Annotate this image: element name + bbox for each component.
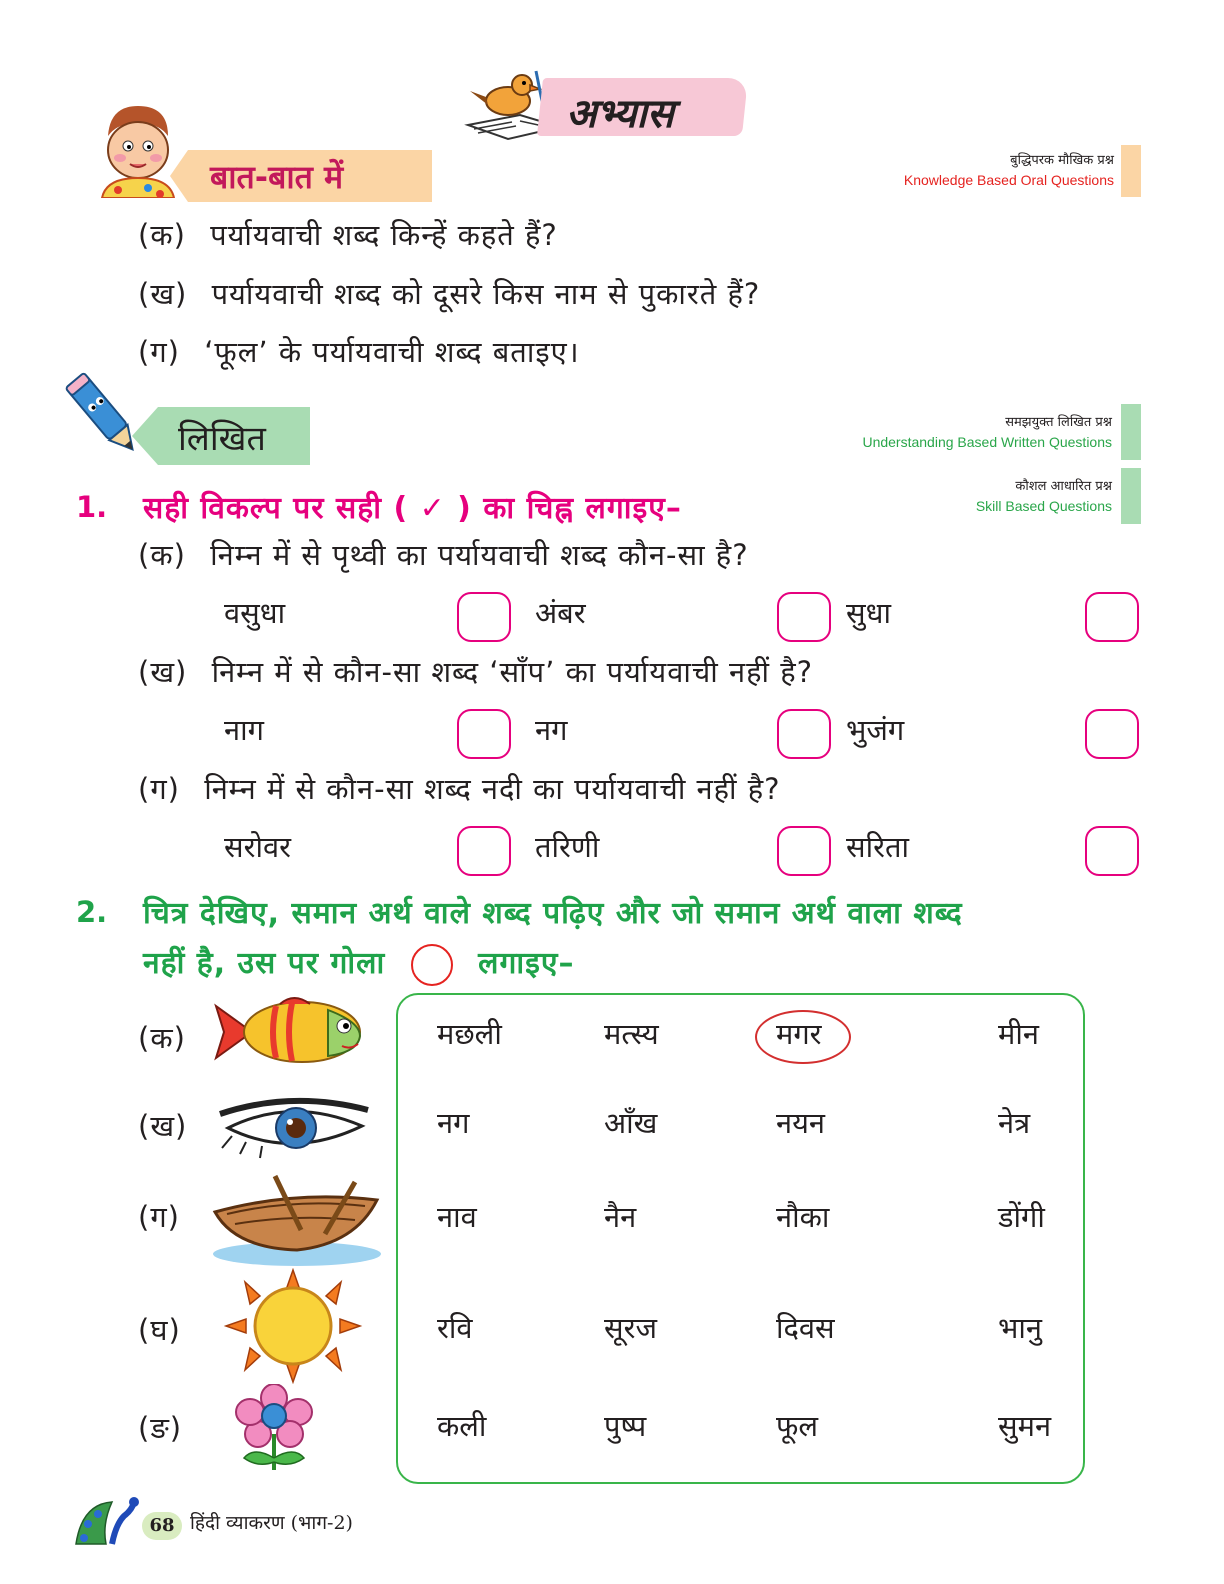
q1-number: 1.	[76, 490, 108, 524]
q2d-word-4[interactable]: भानु	[998, 1311, 1042, 1345]
q1b-option-2: नग	[535, 713, 568, 747]
boat-icon	[205, 1170, 385, 1270]
oral-q1-text: पर्यायवाची शब्द किन्हें कहते हैं?	[210, 218, 558, 252]
fish-icon	[210, 992, 370, 1072]
oral-q3	[138, 332, 580, 371]
oral-q3-text: ‘फूल’ के पर्यायवाची शब्द बताइए।	[204, 335, 580, 369]
q1c-checkbox-3[interactable]	[1085, 826, 1139, 876]
q2e-word-4[interactable]: सुमन	[998, 1409, 1052, 1443]
q2d-word-1[interactable]: रवि	[437, 1311, 473, 1345]
q1a-question	[138, 535, 749, 574]
q1c-option-1: सरोवर	[224, 830, 291, 864]
q1b-question	[138, 652, 813, 691]
q1b-checkbox-2[interactable]	[777, 709, 831, 759]
oral-q2	[138, 274, 760, 313]
q1a-option-3: सुधा	[846, 596, 891, 630]
word-grid	[396, 993, 1085, 1484]
written-side-label-1	[862, 412, 1112, 450]
q2a-mark: (क)	[138, 1021, 186, 1055]
written-label-bar-2	[1121, 468, 1141, 524]
written-section-tag: लिखित	[178, 419, 266, 459]
q2a-word-3[interactable]: मगर	[776, 1017, 822, 1051]
oral-side-label	[904, 150, 1114, 188]
sun-icon	[218, 1268, 368, 1384]
flower-icon	[224, 1384, 324, 1474]
q1b-option-3: भुजंग	[846, 713, 905, 747]
oral-label-bar	[1121, 145, 1141, 197]
q2-heading-line2a: नहीं है, उस पर गोला	[143, 946, 386, 981]
peacock-icon	[72, 1494, 142, 1550]
book-title: हिंदी व्याकरण (भाग-2)	[190, 1512, 353, 1534]
q2e-word-3[interactable]: फूल	[776, 1409, 819, 1443]
q1c-question	[138, 769, 781, 808]
q1b-checkbox-1[interactable]	[457, 709, 511, 759]
q2a-word-4[interactable]: मीन	[998, 1017, 1039, 1051]
q2b-word-3[interactable]: नयन	[776, 1106, 826, 1140]
q1a-checkbox-1[interactable]	[457, 592, 511, 642]
q1a-checkbox-3[interactable]	[1085, 592, 1139, 642]
q2b-word-1[interactable]: नग	[437, 1106, 470, 1140]
q2-number: 2.	[76, 895, 108, 929]
q1a-text: निम्न में से पृथ्वी का पर्यायवाची शब्द कौन-सा है?	[210, 538, 749, 572]
q1b-option-1: नाग	[224, 713, 264, 747]
oral-q1-mark: (क)	[138, 218, 186, 252]
oral-q2-text: पर्यायवाची शब्द को दूसरे किस नाम से पुकारते हैं?	[211, 277, 761, 311]
q1a-checkbox-2[interactable]	[777, 592, 831, 642]
written-side-label-2	[976, 476, 1112, 514]
q2d-word-3[interactable]: दिवस	[776, 1311, 835, 1345]
q2c-word-4[interactable]: डोंगी	[998, 1200, 1045, 1234]
oral-section-tag: बात-बात में	[210, 158, 344, 196]
written-label-bar-1	[1121, 404, 1141, 460]
q2-heading-line2	[143, 941, 575, 986]
oral-label-en: Knowledge Based Oral Questions	[903, 172, 1114, 188]
q2e-mark: (ङ)	[138, 1411, 183, 1445]
q2b-word-2[interactable]: आँख	[604, 1106, 658, 1140]
q2d-word-2[interactable]: सूरज	[604, 1311, 657, 1345]
eye-icon	[212, 1096, 372, 1160]
q2-heading-line2b: लगाइए–	[478, 946, 575, 981]
q2c-word-2[interactable]: नैन	[604, 1200, 637, 1234]
q1c-checkbox-2[interactable]	[777, 826, 831, 876]
q2c-word-3[interactable]: नौका	[776, 1200, 830, 1234]
q1a-option-2: अंबर	[535, 596, 586, 630]
q2b-word-4[interactable]: नेत्र	[998, 1106, 1031, 1140]
q1c-option-2: तरिणी	[535, 830, 600, 864]
q2e-word-2[interactable]: पुष्प	[604, 1409, 647, 1443]
written-label2-hi: कौशल आधारित प्रश्न	[1015, 479, 1112, 494]
oral-label-hi: बुद्धिपरक मौखिक प्रश्न	[1010, 153, 1114, 168]
q1c-mark: (ग)	[138, 772, 180, 806]
oral-q2-mark: (ख)	[138, 277, 188, 311]
q2c-word-1[interactable]: नाव	[437, 1200, 477, 1234]
q2d-mark: (घ)	[138, 1313, 181, 1347]
written-label1-hi: समझयुक्त लिखित प्रश्न	[1005, 415, 1112, 430]
q1c-checkbox-1[interactable]	[457, 826, 511, 876]
q1b-text: निम्न में से कौन-सा शब्द ‘साँप’ का पर्यायवाची नहीं है?	[211, 655, 813, 689]
q2-heading-line1: चित्र देखिए, समान अर्थ वाले शब्द पढ़िए और जो समान अर्थ वाला शब्द	[143, 896, 963, 931]
q1c-text: निम्न में से कौन-सा शब्द नदी का पर्यायवाची नहीं है?	[204, 772, 781, 806]
q2b-mark: (ख)	[138, 1109, 188, 1143]
boy-mascot-icon	[88, 98, 183, 198]
q2e-word-1[interactable]: कली	[437, 1409, 487, 1443]
page-number: 68	[142, 1512, 182, 1540]
q1c-option-3: सरिता	[846, 830, 910, 864]
q2a-word-2[interactable]: मत्स्य	[604, 1017, 659, 1051]
oral-q1	[138, 215, 558, 254]
q1-heading: सही विकल्प पर सही ( ✓ ) का चिह्न लगाइए–	[143, 491, 682, 526]
q1a-option-1: वसुधा	[224, 596, 286, 630]
oral-q3-mark: (ग)	[138, 335, 180, 369]
circle-icon	[411, 944, 453, 986]
page-title: अभ्यास	[566, 91, 674, 137]
q1a-mark: (क)	[138, 538, 186, 572]
q2c-mark: (ग)	[138, 1200, 180, 1234]
q1b-mark: (ख)	[138, 655, 188, 689]
written-label1-en: Understanding Based Written Questions	[862, 434, 1112, 450]
q2a-word-1[interactable]: मछली	[437, 1017, 502, 1051]
written-label2-en: Skill Based Questions	[975, 498, 1112, 514]
q1b-checkbox-3[interactable]	[1085, 709, 1139, 759]
